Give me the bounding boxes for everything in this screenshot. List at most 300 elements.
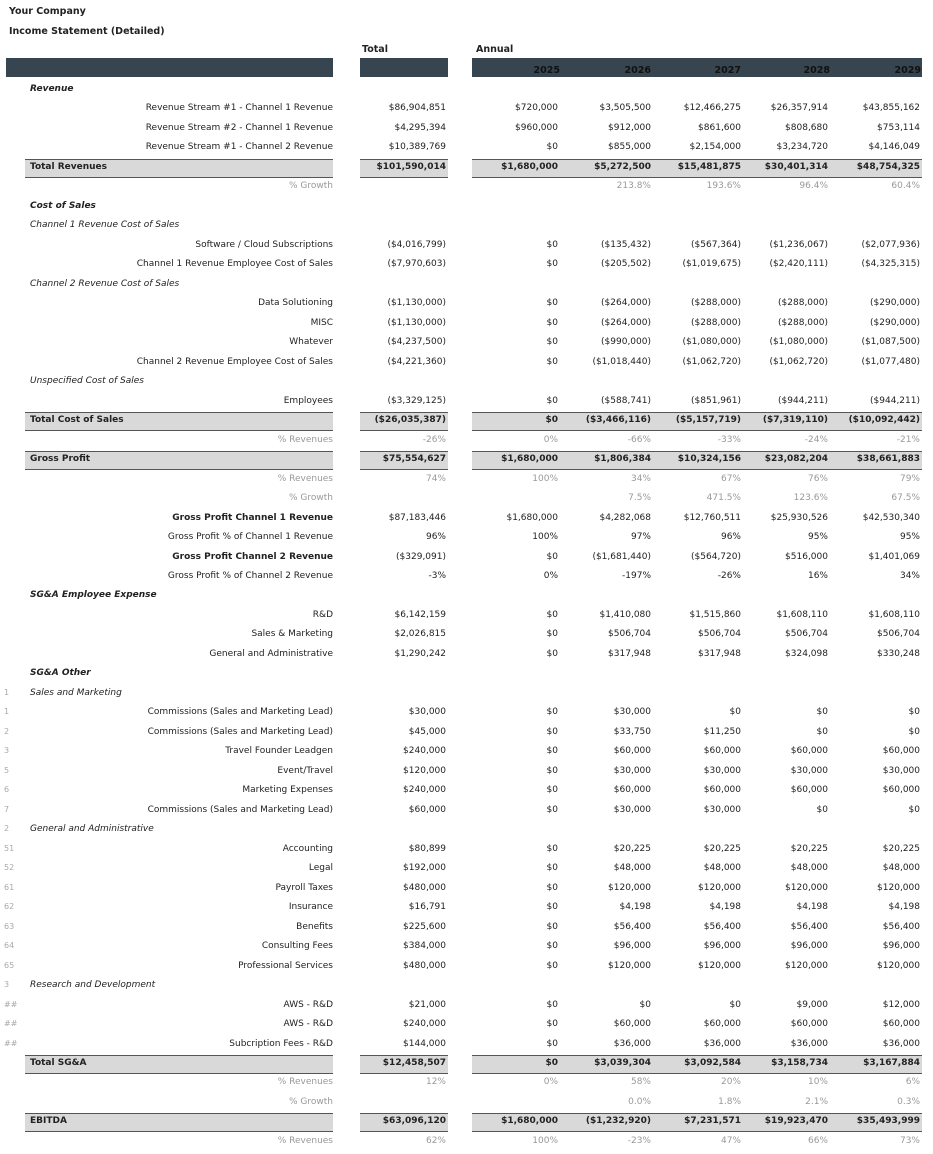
table-row [0,802,933,820]
cell-2028: $516,000 [785,551,828,562]
row-label: % Growth [289,493,333,504]
cell-2026: ($135,432) [601,239,651,250]
cell-2029: $753,114 [877,122,920,133]
cell-total: $80,899 [408,843,446,854]
cell-2029: $0 [908,707,920,718]
table-row [0,899,933,917]
cell-2029: $506,704 [877,629,920,640]
cell-2025: $1,680,000 [506,512,558,523]
row-label: % Growth [289,1096,333,1107]
table-row [0,256,933,274]
cell-2028: $808,680 [785,122,828,133]
cell-2028: ($288,000) [778,298,828,309]
cell-2028: $0 [816,726,828,737]
cell-2027: ($1,019,675) [682,259,741,270]
total-row [0,412,933,430]
cell-2027: $4,198 [709,902,741,913]
cell-2027: $56,400 [703,921,741,932]
cell-total: ($329,091) [396,551,446,562]
subsection-row [0,373,933,391]
cell-2026: ($1,232,920) [585,1116,651,1127]
cell-2026: $96,000 [613,941,651,952]
cell-2027: ($851,961) [691,395,741,406]
cell-2025: $0 [546,999,558,1010]
cell-total: $384,000 [403,941,446,952]
cell-2027: 20% [720,1077,741,1088]
cell-2025: $0 [546,142,558,153]
table-row [0,782,933,800]
section-header-row [0,587,933,605]
cell-total: 74% [425,473,446,484]
row-label: Research and Development [30,980,156,991]
cell-2025: $0 [546,726,558,737]
cell-2025: $0 [546,765,558,776]
cell-2029: $38,661,883 [856,454,920,465]
cell-2029: $48,754,325 [856,161,920,172]
cell-2028: $36,000 [790,1038,828,1049]
cell-total: $45,000 [408,726,446,737]
row-label: Gross Profit Channel 1 Revenue [172,512,333,523]
section-header-row [0,665,933,683]
cell-2028: $30,401,314 [764,161,828,172]
table-row [0,237,933,255]
cell-2025: $0 [546,259,558,270]
row-number: 51 [4,843,15,853]
cell-2028: 123.6% [793,493,828,504]
table-row [0,958,933,976]
cell-2027: 193.6% [706,181,741,192]
row-label: Revenue Stream #2 - Channel 1 Revenue [145,122,333,133]
cell-2028: 2.1% [805,1096,828,1107]
cell-2028: $25,930,526 [770,512,828,523]
cell-2026: $120,000 [608,960,651,971]
cell-2027: $48,000 [703,863,741,874]
row-label: Accounting [282,843,333,854]
cell-total: $21,000 [408,999,446,1010]
cell-2027: -33% [717,434,741,445]
cell-2029: $1,608,110 [868,609,920,620]
total-row [0,451,933,469]
cell-2028: ($288,000) [778,317,828,328]
cell-2027: $11,250 [703,726,741,737]
cell-2028: $56,400 [790,921,828,932]
cell-2026: $36,000 [613,1038,651,1049]
table-row [0,997,933,1015]
cell-2025: $0 [546,395,558,406]
cell-2027: $36,000 [703,1038,741,1049]
cell-2026: $5,272,500 [594,161,651,172]
cell-2028: 66% [807,1135,828,1146]
cell-2027: $861,600 [698,122,741,133]
header-bar-total [360,58,448,77]
cell-2029: $60,000 [882,785,920,796]
cell-2029: $330,248 [877,648,920,659]
cell-2029: $20,225 [882,843,920,854]
row-label: Revenue [30,84,74,94]
cell-2025: $1,680,000 [501,161,558,172]
row-label: Channel 1 Revenue Employee Cost of Sales [136,259,333,270]
cell-2029: ($290,000) [870,317,920,328]
row-label: Total SG&A [30,1058,87,1068]
cell-2026: $0 [639,999,651,1010]
cell-2029: $35,493,999 [856,1116,920,1127]
cell-2025: $0 [546,609,558,620]
cell-2027: -26% [717,571,741,581]
cell-2026: $30,000 [613,765,651,776]
total-row [0,1055,933,1073]
cell-2029: $43,855,162 [862,103,920,114]
cell-total: $12,458,507 [382,1058,446,1068]
report-title: Income Statement (Detailed) [9,26,165,37]
cell-total: ($4,237,500) [387,337,446,348]
cell-total: $480,000 [403,882,446,893]
cell-2028: 10% [807,1077,828,1088]
table-row [0,880,933,898]
table-row [0,393,933,411]
cell-2027: ($567,364) [691,239,741,250]
cell-2028: $120,000 [785,882,828,893]
table-row [0,1016,933,1034]
cell-total: 12% [425,1077,446,1088]
cell-2025: 100% [532,532,558,543]
cell-2029: 34% [899,571,920,581]
row-label: Legal [308,863,333,874]
cell-2025: $0 [546,804,558,815]
cell-2025: 0% [543,1077,558,1088]
cell-2029: 60.4% [891,181,920,192]
cell-2026: ($264,000) [601,298,651,309]
year-header-2029: 2029 [894,65,921,76]
row-label: Channel 2 Revenue Cost of Sales [30,278,180,289]
table-row [0,315,933,333]
cell-total: $2,026,815 [394,629,446,640]
cell-2028: $1,608,110 [776,609,828,620]
table-row [0,938,933,956]
total-row-band [25,1113,333,1132]
cell-2026: 213.8% [616,181,651,192]
cell-total: $63,096,120 [382,1116,446,1127]
cell-total: -3% [428,571,446,581]
cell-total: ($4,221,360) [387,356,446,367]
cell-2029: 6% [905,1077,920,1088]
cell-2027: ($1,080,000) [682,337,741,348]
cell-2025: $0 [546,317,558,328]
row-label: SG&A Other [30,668,91,679]
cell-2029: $36,000 [882,1038,920,1049]
cell-2025: $0 [546,863,558,874]
row-label: Commissions (Sales and Marketing Lead) [147,804,333,815]
row-label: Marketing Expenses [242,785,333,796]
cell-2028: $120,000 [785,960,828,971]
cell-2029: ($10,092,442) [848,415,920,426]
cell-2025: $0 [546,239,558,250]
row-label: Gross Profit % of Channel 1 Revenue [167,532,333,543]
row-label: Commissions (Sales and Marketing Lead) [147,707,333,718]
cell-2026: ($990,000) [601,337,651,348]
row-label: Total Cost of Sales [30,415,124,426]
row-number: 6 [4,785,10,795]
table-row [0,860,933,878]
cell-2026: $30,000 [613,707,651,718]
cell-2029: 67.5% [891,493,920,504]
cell-total: $4,295,394 [394,122,446,133]
row-label: Payroll Taxes [275,882,333,893]
row-label: R&D [312,609,333,620]
cell-2027: $30,000 [703,804,741,815]
cell-2027: $506,704 [698,629,741,640]
row-label: Unspecified Cost of Sales [30,376,144,387]
subsection-row [0,821,933,839]
cell-2028: 16% [807,571,828,581]
cell-2029: ($2,077,936) [861,239,920,250]
cell-total: ($1,130,000) [387,317,446,328]
cell-2025: 100% [532,1135,558,1146]
percent-row [0,1133,933,1151]
cell-2027: ($564,720) [691,551,741,562]
row-label: MISC [310,317,333,328]
cell-2026: ($264,000) [601,317,651,328]
row-label: Cost of Sales [30,200,96,211]
cell-2029: ($944,211) [870,395,920,406]
row-label: Gross Profit [30,454,91,465]
cell-2025: $0 [546,960,558,971]
row-number: 3 [4,980,10,990]
row-number: 2 [4,726,10,736]
cell-2025: $0 [545,1058,558,1068]
cell-2026: $20,225 [613,843,651,854]
cell-2028: $324,098 [785,648,828,659]
cell-2026: 7.5% [628,493,651,504]
total-column-header: Total [362,44,388,55]
cell-2025: $0 [546,902,558,913]
cell-2029: $60,000 [882,746,920,757]
row-number: ## [4,999,18,1009]
row-label: General and Administrative [30,824,154,835]
table-row [0,1036,933,1054]
row-number: 62 [4,902,15,912]
cell-2027: $10,324,156 [677,454,741,465]
table-row [0,607,933,625]
cell-2027: $120,000 [698,882,741,893]
year-header-2027: 2027 [714,65,741,76]
cell-2025: $0 [546,629,558,640]
cell-2025: 100% [532,473,558,484]
cell-2029: $120,000 [877,882,920,893]
cell-2026: $1,410,080 [599,609,651,620]
cell-2028: ($7,319,110) [762,415,828,426]
row-label: Professional Services [238,960,333,971]
row-label: % Revenues [277,1135,333,1146]
cell-2025: $0 [546,921,558,932]
cell-total: $480,000 [403,960,446,971]
cell-2027: $30,000 [703,765,741,776]
row-label: Channel 2 Revenue Employee Cost of Sales [136,356,333,367]
cell-2027: $1,515,860 [689,609,741,620]
cell-total: $75,554,627 [382,454,446,465]
cell-2027: 47% [720,1135,741,1146]
row-label: Data Solutioning [258,298,333,309]
cell-total: $87,183,446 [388,512,446,523]
cell-total: $86,904,851 [388,103,446,114]
cell-2026: $3,505,500 [599,103,651,114]
cell-2028: $26,357,914 [770,103,828,114]
cell-total: ($3,329,125) [387,395,446,406]
row-number: 61 [4,882,15,892]
cell-total: ($7,970,603) [387,259,446,270]
row-label: % Revenues [277,473,333,484]
cell-2026: -197% [622,571,651,581]
row-number: 7 [4,804,10,814]
cell-2028: ($944,211) [778,395,828,406]
table-row [0,724,933,742]
cell-2026: -23% [627,1135,651,1146]
percent-row [0,1074,933,1092]
row-label: Revenue Stream #1 - Channel 2 Revenue [145,142,333,153]
cell-2027: $60,000 [703,785,741,796]
row-label: SG&A Employee Expense [30,590,157,601]
cell-2025: $720,000 [515,103,558,114]
cell-total: -26% [422,434,446,445]
cell-2027: $12,466,275 [683,103,741,114]
cell-total: $120,000 [403,765,446,776]
row-label: Revenue Stream #1 - Channel 1 Revenue [145,103,333,114]
cell-total: ($1,130,000) [387,298,446,309]
cell-2025: $0 [546,882,558,893]
percent-row [0,490,933,508]
cell-2029: 95% [899,532,920,543]
subsection-row [0,977,933,995]
row-label: % Growth [289,181,333,192]
cell-2025: $0 [546,1019,558,1030]
cell-total: $16,791 [408,902,446,913]
cell-total: $225,600 [403,921,446,932]
cell-2029: $0 [908,804,920,815]
cell-2029: ($1,077,480) [861,356,920,367]
row-label: Gross Profit Channel 2 Revenue [172,551,333,562]
table-row [0,646,933,664]
cell-2025: $0 [546,356,558,367]
cell-2029: ($1,087,500) [861,337,920,348]
cell-2028: $96,000 [790,941,828,952]
cell-total: $144,000 [403,1038,446,1049]
table-row [0,763,933,781]
cell-2027: $7,231,571 [684,1116,741,1127]
cell-2028: $3,234,720 [776,142,828,153]
cell-total: $192,000 [403,863,446,874]
row-label: Consulting Fees [261,941,333,952]
cell-2028: $3,158,734 [771,1058,828,1068]
row-number: ## [4,1038,18,1048]
cell-2027: $12,760,511 [683,512,741,523]
row-label: Subcription Fees - R&D [229,1038,333,1049]
table-row [0,841,933,859]
subsection-row [0,276,933,294]
cell-total: $101,590,014 [376,161,446,172]
cell-2026: $60,000 [613,1019,651,1030]
cell-2027: $0 [729,999,741,1010]
cell-2027: $60,000 [703,746,741,757]
row-number: 2 [4,824,10,834]
row-label: Software / Cloud Subscriptions [195,239,333,250]
cell-2027: $96,000 [703,941,741,952]
cell-2028: $506,704 [785,629,828,640]
row-label: Travel Founder Leadgen [225,746,333,757]
cell-2028: ($1,062,720) [769,356,828,367]
table-row [0,334,933,352]
row-label: % Revenues [277,434,333,445]
row-label: Channel 1 Revenue Cost of Sales [30,220,180,231]
cell-2028: 96.4% [799,181,828,192]
year-header-2028: 2028 [803,65,830,76]
subsection-row [0,217,933,235]
percent-row [0,432,933,450]
cell-2027: ($1,062,720) [682,356,741,367]
row-number: 1 [4,687,10,697]
cell-2029: $0 [908,726,920,737]
cell-2026: 58% [630,1077,651,1088]
cell-2029: $4,198 [888,902,920,913]
cell-2029: ($290,000) [870,298,920,309]
cell-total: $240,000 [403,785,446,796]
cell-total: ($26,035,387) [374,415,446,426]
row-label: Insurance [288,902,333,913]
row-label: Whatever [289,337,333,348]
cell-2027: ($288,000) [691,298,741,309]
cell-2029: -21% [896,434,920,445]
cell-2025: $0 [545,415,558,426]
cell-2028: ($1,236,067) [769,239,828,250]
cell-2028: 95% [807,532,828,543]
cell-2029: $96,000 [882,941,920,952]
cell-2029: ($4,325,315) [861,259,920,270]
cell-2028: $60,000 [790,746,828,757]
cell-2029: 79% [899,473,920,484]
row-label: Sales and Marketing [30,687,122,698]
cell-2028: -24% [804,434,828,445]
row-label: General and Administrative [209,648,333,659]
row-label: Sales & Marketing [251,629,333,640]
cell-2028: $4,198 [796,902,828,913]
table-row [0,354,933,372]
cell-total: $240,000 [403,746,446,757]
cell-2025: $960,000 [515,122,558,133]
cell-2025: $1,680,000 [501,1116,558,1127]
cell-2028: $9,000 [796,999,828,1010]
cell-total: $1,290,242 [394,648,446,659]
table-row [0,139,933,157]
year-header-2025: 2025 [533,65,560,76]
cell-2026: 97% [630,532,651,543]
cell-2028: $23,082,204 [764,454,828,465]
cell-2027: ($5,157,719) [675,415,741,426]
cell-2029: $4,146,049 [868,142,920,153]
cell-2026: $30,000 [613,804,651,815]
percent-row [0,178,933,196]
cell-total: 96% [425,532,446,543]
cell-2026: ($1,018,440) [592,356,651,367]
cell-2028: $48,000 [790,863,828,874]
cell-2029: $3,167,884 [863,1058,920,1068]
row-label: AWS - R&D [283,1019,333,1030]
cell-2026: $60,000 [613,746,651,757]
row-label: % Revenues [277,1077,333,1088]
cell-2028: 76% [807,473,828,484]
cell-2025: $0 [546,648,558,659]
cell-2025: $0 [546,746,558,757]
table-row [0,743,933,761]
cell-2027: $0 [729,707,741,718]
cell-total: ($4,016,799) [387,239,446,250]
